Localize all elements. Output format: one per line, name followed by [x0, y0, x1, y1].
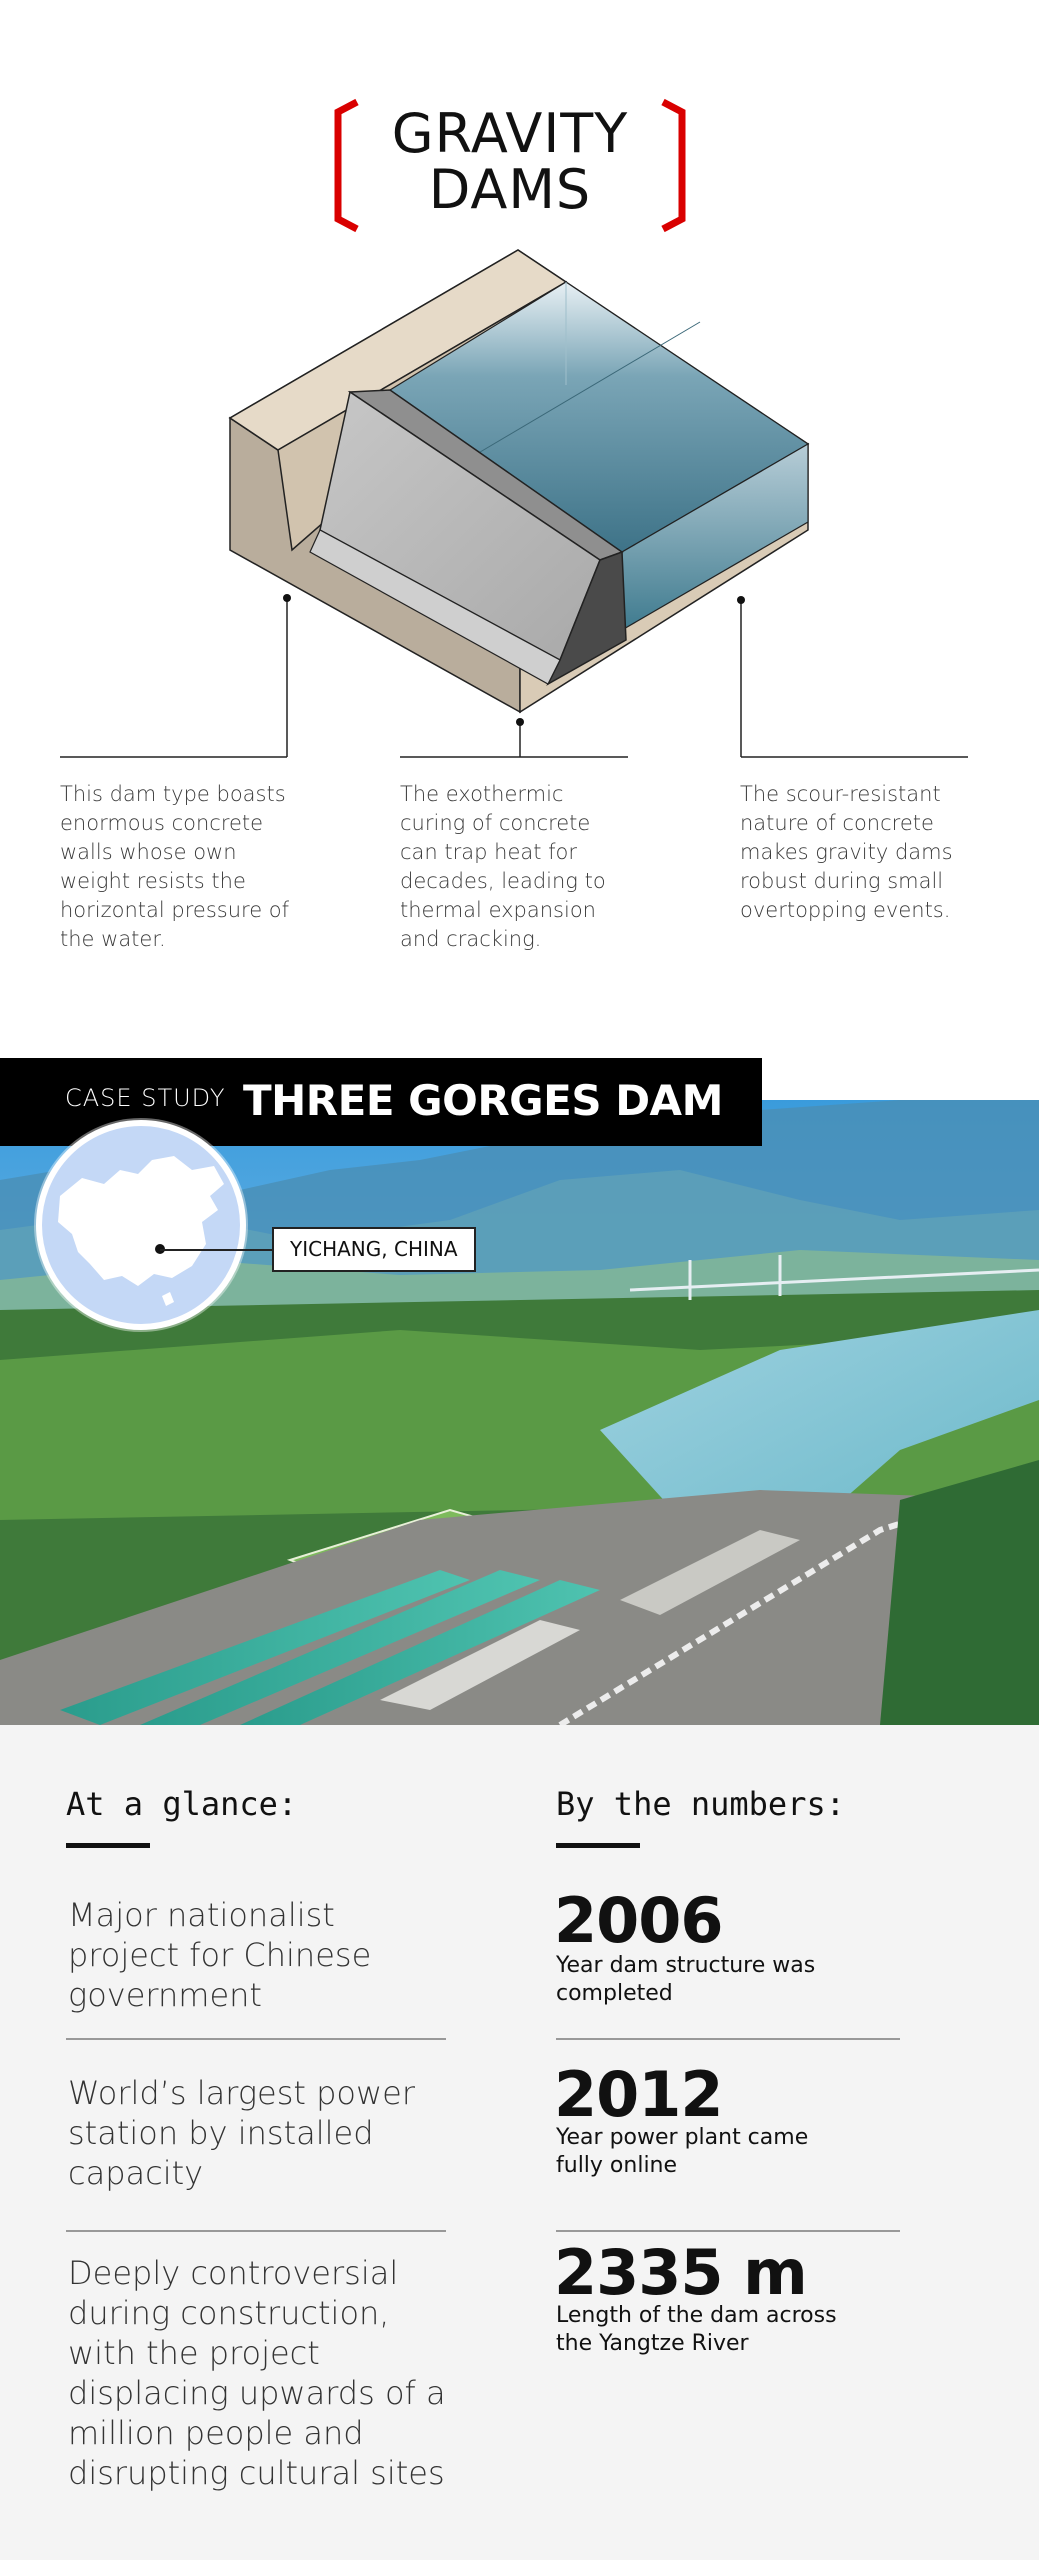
divider — [66, 2038, 446, 2040]
stat-value: 2335 m — [554, 2236, 807, 2309]
glance-item: Major nationalist project for Chinese government — [68, 1896, 372, 2014]
by-the-numbers-heading: By the numbers: — [556, 1785, 845, 1823]
title-text — [360, 102, 660, 221]
gravity-dam-illustration — [0, 240, 1039, 760]
stat-description: Length of the dam across the Yangtze River — [556, 2303, 837, 2356]
left-bracket-icon — [330, 98, 360, 233]
divider — [556, 2230, 900, 2232]
china-map-icon — [42, 1126, 240, 1324]
stat-description: Year power plant came fully online — [556, 2125, 809, 2178]
glance-item: Deeply controversial during construction, with the project displacing upwards of a million people and disrupting cultural sites — [68, 2254, 446, 2492]
location-leader-line — [160, 1249, 272, 1251]
stat-value: 2006 — [554, 1884, 723, 1957]
case-study-title: THREE GORGES DAM — [243, 1076, 723, 1125]
case-study-label: CASE STUDY — [65, 1084, 226, 1112]
page-title — [330, 98, 690, 233]
title-line-2: DAMS — [428, 158, 592, 221]
divider — [66, 2230, 446, 2232]
at-a-glance-underline — [66, 1843, 150, 1848]
callout-scour: The scour-resistant nature of concrete makes gravity dams robust during small overtopping events. — [740, 782, 953, 922]
callout-curing: The exothermic curing of concrete can trap heat for decades, leading to thermal expansion and cracking. — [400, 782, 606, 951]
at-a-glance-heading: At a glance: — [66, 1785, 298, 1823]
stat-description: Year dam structure was completed — [556, 1953, 816, 2006]
glance-item: World’s largest power station by installed capacity — [68, 2074, 415, 2192]
title-line-1: GRAVITY — [391, 102, 629, 165]
by-the-numbers-underline — [556, 1843, 640, 1848]
callout-weight: This dam type boasts enormous concrete walls whose own weight resists the horizontal pressure of the water. — [60, 782, 290, 951]
right-bracket-icon — [660, 98, 690, 233]
china-locator-map — [36, 1120, 246, 1330]
location-label: YICHANG, CHINA — [272, 1227, 476, 1272]
divider — [556, 2038, 900, 2040]
stat-value: 2012 — [554, 2058, 723, 2131]
